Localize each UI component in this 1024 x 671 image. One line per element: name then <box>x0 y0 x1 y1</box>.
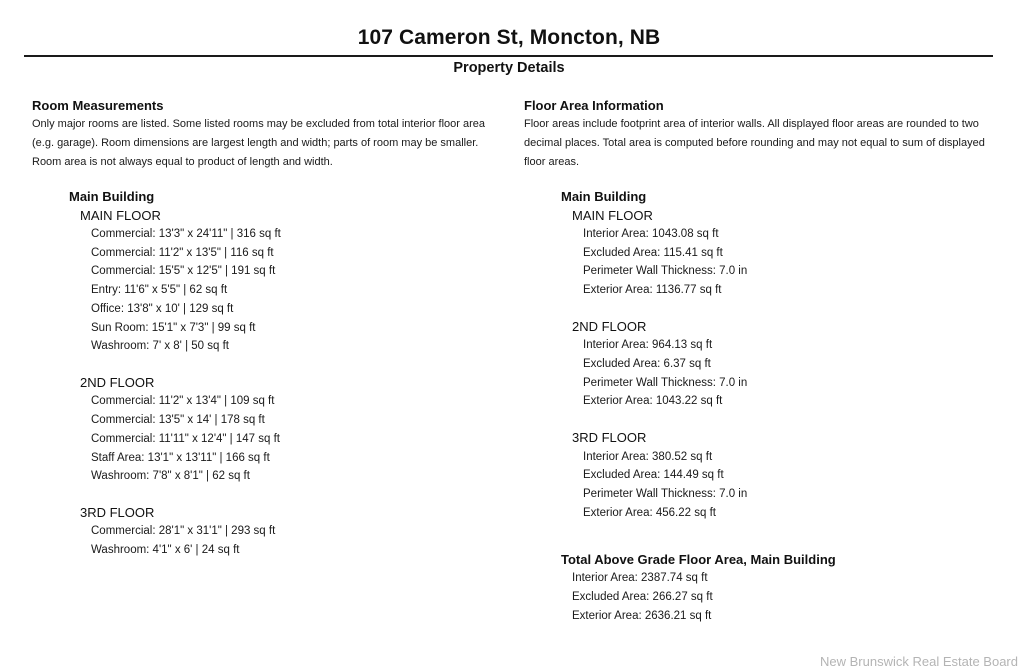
room-item: Commercial: 11'2" x 13'4" | 109 sq ft <box>91 395 275 408</box>
room-item: Washroom: 7'8" x 8'1" | 62 sq ft <box>91 470 250 483</box>
room-measurements-description: Only major rooms are listed. Some listed rooms may be excluded from total interior floor area (e.g. garage). Room dimensions are largest length and width; parts of room may be smaller. Room area is not always equal to product of length and width. <box>32 118 486 168</box>
area-item: Exterior Area: 1043.22 sq ft <box>583 395 723 408</box>
area-item: Interior Area: 1043.08 sq ft <box>583 228 719 240</box>
floor-area-building <box>524 188 1004 522</box>
floor-area-main <box>561 207 1004 300</box>
floor-2nd <box>69 374 502 486</box>
room-item: Washroom: 7' x 8' | 50 sq ft <box>91 340 229 353</box>
floor-heading: 2ND FLOOR <box>80 374 155 390</box>
floor-heading: MAIN FLOOR <box>80 207 161 223</box>
area-item: Excluded Area: 115.41 sq ft <box>583 246 723 259</box>
floor-area-heading: Floor Area Information <box>524 98 664 113</box>
room-measurements-section <box>32 97 502 560</box>
building-heading: Main Building <box>69 189 155 204</box>
area-item: Perimeter Wall Thickness: 7.0 in <box>583 376 748 389</box>
floor-area-description: Floor areas include footprint area of interior walls. All displayed floor areas are rounded to two decimal places. Total area is computed before rounding and may not equal to sum of displayed floor areas. <box>524 118 985 168</box>
floor-main <box>69 207 502 356</box>
area-item: Excluded Area: 6.37 sq ft <box>583 358 711 371</box>
room-item: Commercial: 11'11" x 12'4" | 147 sq ft <box>91 432 280 445</box>
total-item: Excluded Area: 266.27 sq ft <box>572 591 713 604</box>
room-item: Commercial: 11'2" x 13'5" | 116 sq ft <box>91 246 274 259</box>
title-divider <box>24 55 993 57</box>
floor-area-totals <box>524 550 1004 625</box>
floor-area-3rd <box>561 429 1004 522</box>
floor-heading: 3RD FLOOR <box>572 430 647 446</box>
area-item: Perimeter Wall Thickness: 7.0 in <box>583 488 748 501</box>
area-item: Exterior Area: 1136.77 sq ft <box>583 284 722 297</box>
page-title: 107 Cameron St, Moncton, NB <box>357 26 661 49</box>
room-item: Entry: 11'6" x 5'5" | 62 sq ft <box>91 284 228 297</box>
watermark: New Brunswick Real Estate Board <box>820 654 1018 669</box>
floor-area-section <box>524 97 1004 626</box>
room-item: Commercial: 13'5" x 14' | 178 sq ft <box>91 414 265 427</box>
totals-heading: Total Above Grade Floor Area, Main Building <box>561 552 836 568</box>
floor-area-2nd <box>561 318 1004 411</box>
room-item: Office: 13'8" x 10' | 129 sq ft <box>91 302 234 315</box>
floor-heading: MAIN FLOOR <box>572 207 653 223</box>
room-measurements-heading: Room Measurements <box>32 98 164 113</box>
room-item: Washroom: 4'1" x 6' | 24 sq ft <box>91 544 240 557</box>
area-item: Interior Area: 964.13 sq ft <box>583 339 713 352</box>
area-item: Perimeter Wall Thickness: 7.0 in <box>583 265 748 278</box>
area-item: Excluded Area: 144.49 sq ft <box>583 469 724 482</box>
room-item: Sun Room: 15'1" x 7'3" | 99 sq ft <box>91 321 256 334</box>
room-item: Staff Area: 13'1" x 13'11" | 166 sq ft <box>91 451 270 464</box>
room-item: Commercial: 28'1" x 31'1" | 293 sq ft <box>91 525 276 538</box>
area-item: Interior Area: 380.52 sq ft <box>583 450 713 463</box>
floor-heading: 2ND FLOOR <box>572 318 647 334</box>
total-item: Interior Area: 2387.74 sq ft <box>572 572 708 585</box>
total-item: Exterior Area: 2636.21 sq ft <box>572 609 712 622</box>
building-heading: Main Building <box>561 189 647 204</box>
room-item: Commercial: 13'3" x 24'11" | 316 sq ft <box>91 228 281 240</box>
floor-3rd <box>69 504 502 560</box>
room-item: Commercial: 15'5" x 12'5" | 191 sq ft <box>91 265 276 278</box>
page-subtitle: Property Details <box>453 60 565 76</box>
area-item: Exterior Area: 456.22 sq ft <box>583 506 716 519</box>
room-measurements-building <box>32 188 502 560</box>
floor-heading: 3RD FLOOR <box>80 504 155 520</box>
